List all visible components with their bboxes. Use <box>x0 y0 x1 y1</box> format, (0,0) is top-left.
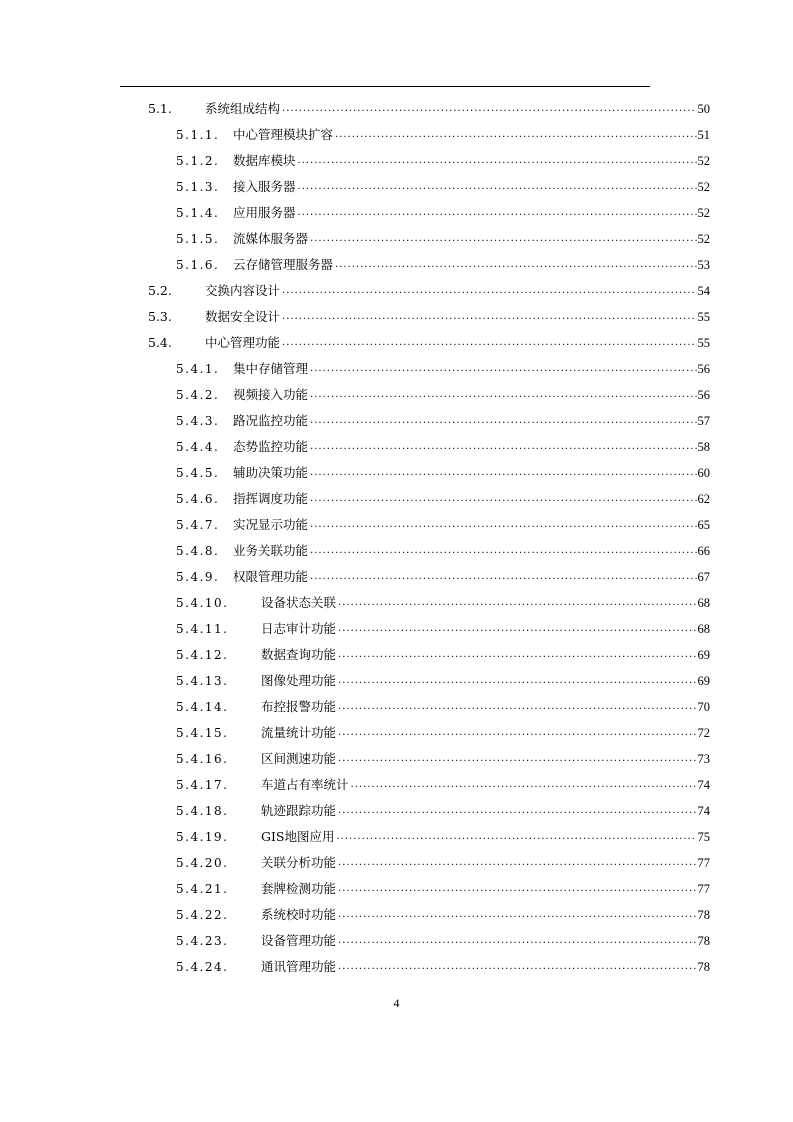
toc-entry-line <box>261 772 710 798</box>
toc-entry-page: 69 <box>697 674 710 688</box>
toc-entry-line <box>233 226 710 252</box>
toc-entry-page: 78 <box>697 934 710 948</box>
toc-entry-title: 系统校时功能 <box>261 907 337 922</box>
toc-entry-number: 5.4.11. <box>176 622 229 636</box>
toc-entry-line <box>261 902 710 928</box>
header-rule <box>120 86 650 87</box>
toc-entry-number: 5.4.3. <box>176 414 220 428</box>
toc-entry-number: 5.4.5. <box>176 466 220 480</box>
toc-entry[interactable] <box>0 174 793 200</box>
toc-entry-number: 5.4.2. <box>176 388 220 402</box>
toc-entry[interactable] <box>0 96 793 122</box>
toc-entry-title: 路况监控功能 <box>233 413 309 428</box>
toc-entry[interactable] <box>0 564 793 590</box>
toc-entry-line <box>233 148 710 174</box>
toc-entry-line <box>261 668 710 694</box>
toc-entry-page: 52 <box>697 180 710 194</box>
dot-leader <box>310 460 696 486</box>
toc-entry-line <box>261 720 710 746</box>
toc-entry[interactable] <box>0 330 793 356</box>
toc-entry-title: 关联分析功能 <box>261 855 337 870</box>
toc-entry-line <box>233 538 710 564</box>
dot-leader <box>282 278 696 304</box>
toc-entry-title: 中心管理模块扩容 <box>233 127 334 142</box>
toc-entry-title: 系统组成结构 <box>205 101 281 116</box>
dot-leader <box>282 96 696 122</box>
toc-entry-line <box>261 590 710 616</box>
toc-entry-page: 73 <box>697 752 710 766</box>
toc-entry-page: 68 <box>697 622 710 636</box>
toc-entry-page: 60 <box>697 466 710 480</box>
dot-leader <box>310 564 696 590</box>
toc-entry-number: 5.1.6. <box>176 258 220 272</box>
toc-entry-number: 5.1.3. <box>176 180 220 194</box>
toc-entry-title: 指挥调度功能 <box>233 491 309 506</box>
toc-entry-line <box>233 460 710 486</box>
dot-leader <box>310 408 696 434</box>
toc-entry-number: 5.4.16. <box>176 752 229 766</box>
dot-leader <box>335 122 696 148</box>
toc-entry-line <box>233 408 710 434</box>
toc-entry-number: 5.1.1. <box>176 128 220 142</box>
toc-entry-line <box>233 486 710 512</box>
toc-entry[interactable] <box>0 798 793 824</box>
toc-entry[interactable] <box>0 928 793 954</box>
toc-entry-title: 布控报警功能 <box>261 699 337 714</box>
toc-entry-number: 5.4.7. <box>176 518 220 532</box>
toc-entry[interactable] <box>0 668 793 694</box>
toc-entry-title: 数据库模块 <box>233 153 296 168</box>
dot-leader <box>338 590 696 616</box>
dot-leader <box>338 746 696 772</box>
toc-entry-line <box>261 798 710 824</box>
toc-entry-page: 52 <box>697 154 710 168</box>
toc-entry-number: 5.2. <box>148 283 172 298</box>
toc-entry-page: 51 <box>697 128 710 142</box>
toc-entry-title: 交换内容设计 <box>205 283 281 298</box>
dot-leader <box>338 954 696 980</box>
toc-entry-title: 图像处理功能 <box>261 673 337 688</box>
dot-leader <box>298 174 697 200</box>
toc-entry-title: 态势监控功能 <box>233 439 309 454</box>
toc-entry[interactable] <box>0 148 793 174</box>
toc-entry[interactable] <box>0 850 793 876</box>
toc-entry-title: 设备管理功能 <box>261 933 337 948</box>
toc-entry-line <box>233 382 710 408</box>
toc-entry-title: 数据查询功能 <box>261 647 337 662</box>
toc-entry-number: 5.4.14. <box>176 700 229 714</box>
dot-leader <box>310 512 696 538</box>
toc-entry-number: 5.4.17. <box>176 778 229 792</box>
toc-entry-page: 78 <box>697 960 710 974</box>
toc-entry-number: 5.4.8. <box>176 544 220 558</box>
toc-entry-title: 实况显示功能 <box>233 517 309 532</box>
toc-entry-line <box>261 746 710 772</box>
toc-entry-page: 58 <box>697 440 710 454</box>
toc-entry-number: 5.4.6. <box>176 492 220 506</box>
toc-entry-number: 5.4. <box>148 335 172 350</box>
toc-entry-title: 区间测速功能 <box>261 751 337 766</box>
toc-entry-line <box>205 330 710 356</box>
toc-entry-title: 数据安全设计 <box>205 309 281 324</box>
toc-entry[interactable] <box>0 824 793 850</box>
toc-entry-line <box>261 850 710 876</box>
toc-entry-number: 5.4.24. <box>176 960 229 974</box>
toc-entry-line <box>261 876 710 902</box>
toc-entry[interactable] <box>0 434 793 460</box>
toc-entry-page: 55 <box>697 336 710 350</box>
toc-entry[interactable] <box>0 200 793 226</box>
dot-leader <box>310 382 696 408</box>
dot-leader <box>338 928 696 954</box>
toc-entry-number: 5.4.12. <box>176 648 229 662</box>
dot-leader <box>338 902 696 928</box>
toc-entry-title: 车道占有率统计 <box>261 777 349 792</box>
dot-leader <box>310 538 696 564</box>
toc-entry-number: 5.4.19. <box>176 830 229 844</box>
toc-entry-page: 57 <box>697 414 710 428</box>
toc-entry-page: 50 <box>697 102 710 116</box>
dot-leader <box>282 330 696 356</box>
toc-entry-page: 70 <box>697 700 710 714</box>
toc-entry-page: 52 <box>697 206 710 220</box>
toc-entry-number: 5.4.21. <box>176 882 229 896</box>
toc-entry-title: 集中存储管理 <box>233 361 309 376</box>
toc-entry[interactable] <box>0 694 793 720</box>
dot-leader <box>338 720 696 746</box>
toc-entry-title: 日志审计功能 <box>261 621 337 636</box>
toc-entry[interactable] <box>0 122 793 148</box>
dot-leader <box>298 148 697 174</box>
toc-entry-page: 68 <box>697 596 710 610</box>
toc-entry-page: 55 <box>697 310 710 324</box>
toc-entry-number: 5.4.13. <box>176 674 229 688</box>
toc-entry[interactable] <box>0 356 793 382</box>
toc-entry[interactable] <box>0 876 793 902</box>
toc-entry[interactable] <box>0 460 793 486</box>
toc-entry-page: 77 <box>697 856 710 870</box>
toc-entry-line <box>233 200 710 226</box>
toc-entry-line <box>205 96 710 122</box>
toc-entry-line <box>233 434 710 460</box>
toc-entry-number: 5.4.23. <box>176 934 229 948</box>
toc-entry-page: 65 <box>697 518 710 532</box>
toc-entry[interactable] <box>0 720 793 746</box>
toc-entry-title: 通讯管理功能 <box>261 959 337 974</box>
toc-entry[interactable] <box>0 642 793 668</box>
toc-entry-title: GIS地图应用 <box>261 829 335 844</box>
toc-entry-number: 5.4.22. <box>176 908 229 922</box>
toc-entry-number: 5.1. <box>148 101 172 116</box>
toc-entry-number: 5.4.20. <box>176 856 229 870</box>
toc-entry-title: 套牌检测功能 <box>261 881 337 896</box>
toc-entry[interactable] <box>0 408 793 434</box>
toc-entry-page: 54 <box>697 284 710 298</box>
toc-entry-title: 轨迹跟踪功能 <box>261 803 337 818</box>
toc-entry[interactable] <box>0 382 793 408</box>
toc-entry-line <box>205 304 710 330</box>
toc-entry-number: 5.3. <box>148 309 172 324</box>
toc-entry-title: 云存储管理服务器 <box>233 257 334 272</box>
toc-entry-number: 5.4.4. <box>176 440 220 454</box>
toc-entry-line <box>261 824 710 850</box>
toc-entry-number: 5.4.9. <box>176 570 220 584</box>
toc-entry-line <box>233 564 710 590</box>
toc-entry-page: 56 <box>697 362 710 376</box>
toc-entry-title: 视频接入功能 <box>233 387 309 402</box>
toc-entry-number: 5.4.18. <box>176 804 229 818</box>
toc-entry-page: 77 <box>697 882 710 896</box>
toc-entry-line <box>261 954 710 980</box>
toc-entry-line <box>261 642 710 668</box>
dot-leader <box>298 200 697 226</box>
toc-entry-number: 5.1.4. <box>176 206 220 220</box>
toc-entry-line <box>261 616 710 642</box>
toc-entry-title: 权限管理功能 <box>233 569 309 584</box>
dot-leader <box>337 824 697 850</box>
toc-entry-page: 72 <box>697 726 710 740</box>
toc-entry-title: 中心管理功能 <box>205 335 281 350</box>
toc-entry-title: 设备状态关联 <box>261 595 337 610</box>
toc-entry[interactable] <box>0 746 793 772</box>
toc-entry-page: 74 <box>697 778 710 792</box>
toc-entry[interactable] <box>0 538 793 564</box>
toc-entry[interactable] <box>0 486 793 512</box>
dot-leader <box>310 356 696 382</box>
dot-leader <box>338 668 696 694</box>
dot-leader <box>338 876 696 902</box>
toc-entry-line <box>233 174 710 200</box>
toc-entry-title: 应用服务器 <box>233 205 296 220</box>
toc-entry-line <box>233 512 710 538</box>
toc-entry-number: 5.4.1. <box>176 362 220 376</box>
toc-entry-number: 5.4.15. <box>176 726 229 740</box>
dot-leader <box>338 616 696 642</box>
toc-entry-page: 53 <box>697 258 710 272</box>
toc-entry-page: 52 <box>697 232 710 246</box>
dot-leader <box>338 798 696 824</box>
toc-entry-title: 流媒体服务器 <box>233 231 309 246</box>
toc-entry-line <box>233 252 710 278</box>
toc-entry-line <box>261 928 710 954</box>
page-number: 4 <box>393 996 400 1010</box>
toc-entry-page: 74 <box>697 804 710 818</box>
toc-entry-page: 78 <box>697 908 710 922</box>
toc-entry-title: 辅助决策功能 <box>233 465 309 480</box>
toc-entry-title: 接入服务器 <box>233 179 296 194</box>
toc-entry-title: 流量统计功能 <box>261 725 337 740</box>
toc-entry[interactable] <box>0 252 793 278</box>
toc-entry-number: 5.4.10. <box>176 596 229 610</box>
toc-entry-page: 66 <box>697 544 710 558</box>
dot-leader <box>338 694 696 720</box>
toc-entry[interactable] <box>0 512 793 538</box>
toc-entry-number: 5.1.5. <box>176 232 220 246</box>
toc-entry-page: 67 <box>697 570 710 584</box>
toc-entry[interactable] <box>0 772 793 798</box>
dot-leader <box>282 304 696 330</box>
toc-entry-line <box>205 278 710 304</box>
toc-entry-line <box>233 122 710 148</box>
toc-entry[interactable] <box>0 226 793 252</box>
dot-leader <box>335 252 696 278</box>
toc-entry-page: 69 <box>697 648 710 662</box>
dot-leader <box>338 850 696 876</box>
toc-entry-page: 56 <box>697 388 710 402</box>
dot-leader <box>351 772 697 798</box>
toc-entry-page: 75 <box>697 830 710 844</box>
toc-entry[interactable] <box>0 616 793 642</box>
toc-entry[interactable] <box>0 304 793 330</box>
toc-entry-page: 62 <box>697 492 710 506</box>
dot-leader <box>338 642 696 668</box>
toc-entry[interactable] <box>0 590 793 616</box>
dot-leader <box>310 486 696 512</box>
dot-leader <box>310 226 696 252</box>
toc-entry-number: 5.1.2. <box>176 154 220 168</box>
toc-entry-line <box>233 356 710 382</box>
toc-entry[interactable] <box>0 278 793 304</box>
toc-entry[interactable] <box>0 902 793 928</box>
toc-entry-line <box>261 694 710 720</box>
toc-entry-title: 业务关联功能 <box>233 543 309 558</box>
toc-entry[interactable] <box>0 954 793 980</box>
dot-leader <box>310 434 696 460</box>
